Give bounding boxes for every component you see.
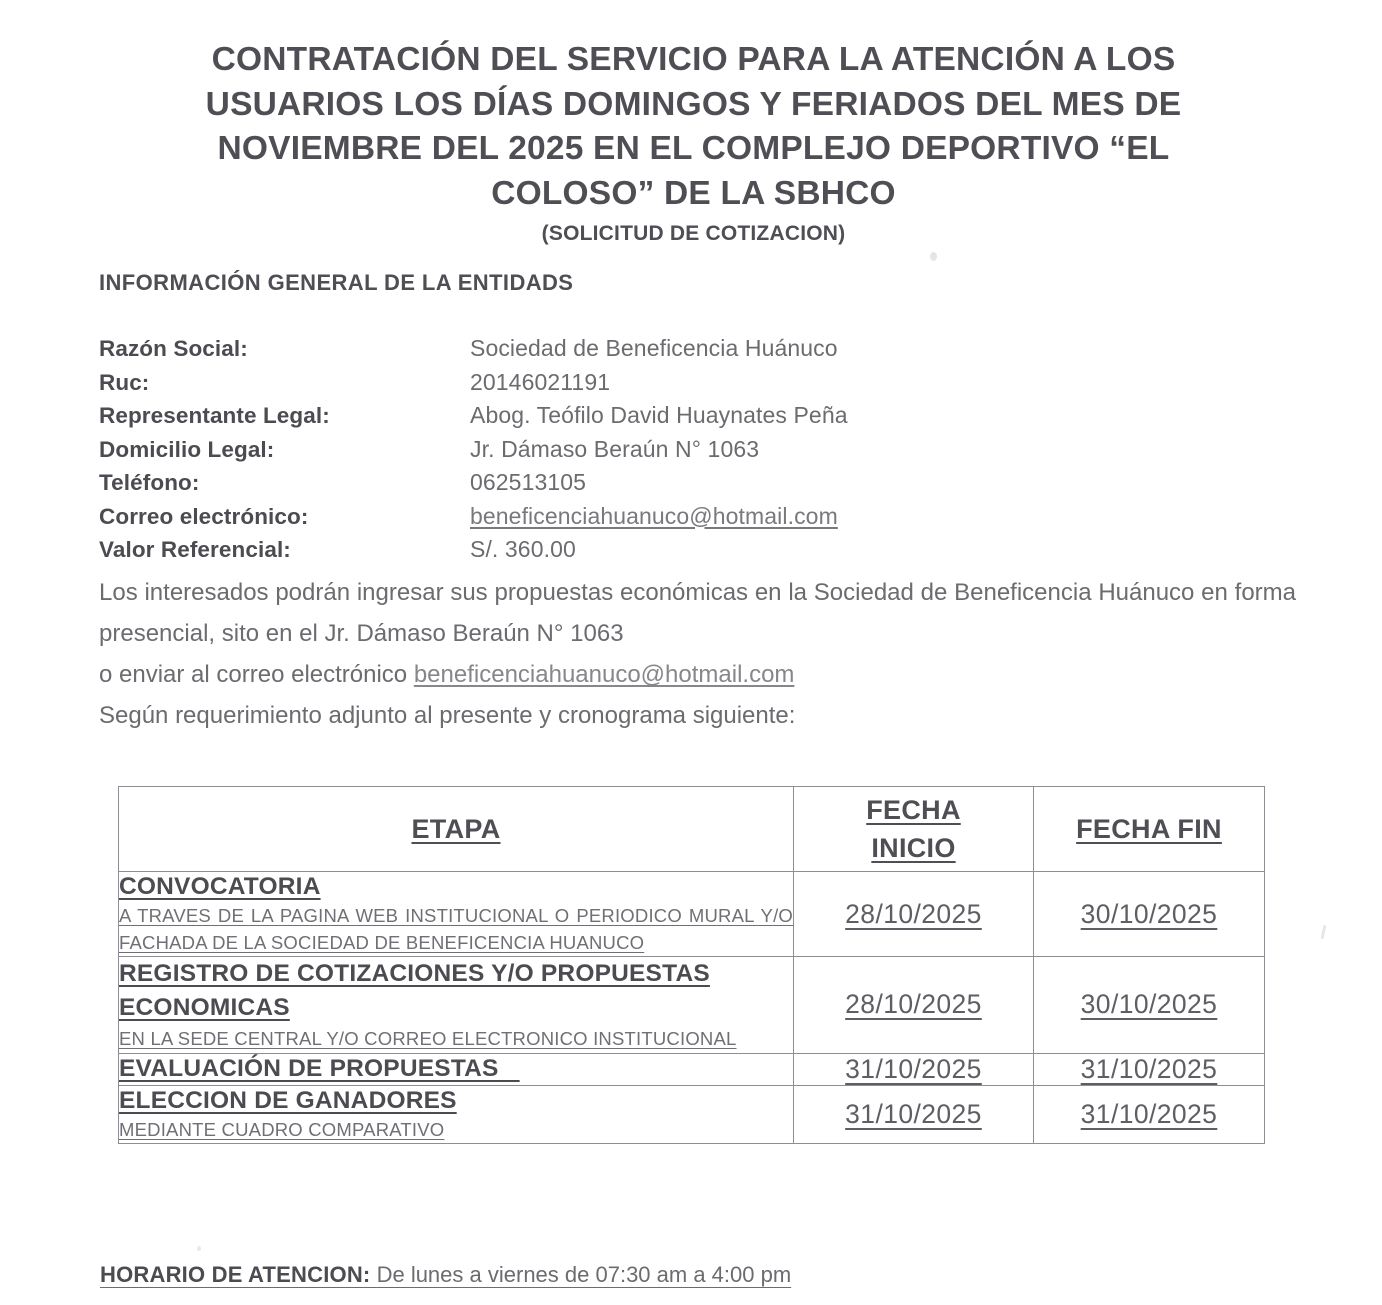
- etapa-name: CONVOCATORIA: [119, 873, 321, 900]
- info-value: Sociedad de Beneficencia Huánuco: [470, 335, 838, 361]
- etapa-name: REGISTRO DE COTIZACIONES Y/O PROPUESTAS ECONOMICAS: [119, 960, 710, 1021]
- paragraph-email-instruction: [99, 654, 1296, 695]
- info-label: Valor Referencial:: [99, 537, 291, 562]
- body-text-block: [99, 572, 1296, 736]
- column-header-fecha-fin-label: FECHA FIN: [1076, 814, 1222, 844]
- entity-info-list: [99, 335, 1299, 570]
- document-subtitle: (SOLICITUD DE COTIZACION): [541, 222, 846, 246]
- scan-artifact-speck: [197, 1246, 201, 1251]
- footer-label: HORARIO DE ATENCION:: [100, 1262, 371, 1287]
- cell-etapa-evaluacion-propuestas: [119, 1053, 794, 1085]
- etapa-description: EN LA SEDE CENTRAL Y/O CORREO ELECTRONICO INSTITUCIONAL: [119, 1028, 737, 1049]
- info-label: Domicilio Legal:: [99, 436, 275, 462]
- info-row-domicilio-legal: [99, 436, 1299, 470]
- table-row: [119, 1085, 1265, 1144]
- paragraph-email-prefix: o enviar al correo electrónico: [99, 661, 414, 688]
- scan-artifact-speck: [930, 252, 937, 261]
- column-header-fecha-inicio: [794, 787, 1034, 872]
- column-header-etapa: [119, 787, 794, 872]
- column-header-fecha-inicio-line1: FECHA: [866, 795, 961, 825]
- info-row-ruc: [99, 369, 1299, 403]
- email-link-inline[interactable]: beneficenciahuanuco@hotmail.com: [413, 661, 795, 688]
- cell-fecha-fin: [1034, 1085, 1265, 1144]
- info-row-valor-referencial: [99, 536, 1299, 570]
- paragraph-schedule-intro: Según requerimiento adjunto al presente y cronograma siguiente:: [99, 702, 796, 729]
- scan-artifact-speck: [1321, 925, 1327, 939]
- cell-fecha-inicio: [794, 957, 1034, 1054]
- info-row-telefono: [99, 469, 1299, 503]
- cell-fecha-inicio: [794, 872, 1034, 957]
- cell-etapa-convocatoria: [119, 872, 794, 957]
- etapa-name: EVALUACIÓN DE PROPUESTAS: [119, 1055, 520, 1082]
- etapa-name: ELECCION DE GANADORES: [119, 1086, 457, 1114]
- date-value: 31/10/2025: [1080, 1098, 1218, 1129]
- info-label: Razón Social:: [99, 336, 248, 361]
- schedule-table: [118, 786, 1265, 1144]
- cell-etapa-registro-cotizaciones: [119, 957, 794, 1054]
- date-value: 28/10/2025: [845, 989, 982, 1020]
- column-header-etapa-label: ETAPA: [411, 814, 501, 844]
- column-header-fecha-inicio-line2: INICIO: [871, 833, 956, 863]
- etapa-description: A TRAVES DE LA PAGINA WEB INSTITUCIONAL O PERIODICO MURAL Y/O FACHADA DE LA SOCIEDAD DE BENEFICENCIA HUANUCO: [119, 905, 793, 953]
- info-label: Correo electrónico:: [99, 503, 309, 529]
- info-value: 062513105: [470, 469, 587, 495]
- info-value: S/. 360.00: [470, 536, 576, 562]
- table-row: [119, 957, 1265, 1054]
- info-row-razon-social: [99, 335, 1299, 369]
- footer-horario-atencion: [100, 1262, 791, 1288]
- table-header-row: [119, 787, 1265, 872]
- footer-value: De lunes a viernes de 07:30 am a 4:00 pm: [376, 1262, 792, 1287]
- etapa-description: MEDIANTE CUADRO COMPARATIVO: [119, 1118, 445, 1140]
- info-label: Ruc:: [99, 369, 150, 395]
- date-value: 28/10/2025: [845, 898, 982, 929]
- info-row-representante-legal: [99, 402, 1299, 436]
- date-value: 31/10/2025: [845, 1053, 982, 1084]
- email-link[interactable]: beneficenciahuanuco@hotmail.com: [470, 502, 838, 529]
- cell-fecha-fin: [1034, 1053, 1265, 1085]
- cell-fecha-inicio: [794, 1053, 1034, 1085]
- column-header-fecha-fin: [1034, 787, 1265, 872]
- info-value: Abog. Teófilo David Huaynates Peña: [470, 402, 848, 428]
- info-value: Jr. Dámaso Beraún N° 1063: [470, 435, 760, 462]
- cell-fecha-fin: [1034, 872, 1265, 957]
- info-label: Representante Legal:: [99, 403, 330, 428]
- date-value: 31/10/2025: [845, 1098, 982, 1129]
- date-value: 31/10/2025: [1080, 1053, 1218, 1084]
- info-row-correo-electronico: [99, 503, 1299, 537]
- cell-fecha-fin: [1034, 957, 1265, 1054]
- paragraph-submission-instructions: Los interesados podrán ingresar sus propuestas económicas en la Sociedad de Beneficencia Huánuco en forma presencial, sito en el Jr. Dámaso Beraún N° 1063: [99, 579, 1296, 647]
- section-heading-entity-info: INFORMACIÓN GENERAL DE LA ENTIDADS: [99, 270, 574, 295]
- cell-fecha-inicio: [794, 1085, 1034, 1144]
- table-row: [119, 1053, 1265, 1085]
- date-value: 30/10/2025: [1080, 989, 1218, 1020]
- document-title: CONTRATACIÓN DEL SERVICIO PARA LA ATENCIÓN A LOS USUARIOS LOS DÍAS DOMINGOS Y FERIADOS DEL MES DE NOVIEMBRE DEL 2025 EN EL COMPLEJO DEPORTIVO “EL COLOSO” DE LA SBHCO: [205, 41, 1182, 212]
- table-row: [119, 872, 1265, 957]
- title-block: [0, 0, 1382, 246]
- date-value: 30/10/2025: [1080, 898, 1218, 929]
- info-label: Teléfono:: [99, 470, 200, 495]
- cell-etapa-eleccion-ganadores: [119, 1085, 794, 1144]
- info-value: 20146021191: [470, 368, 611, 395]
